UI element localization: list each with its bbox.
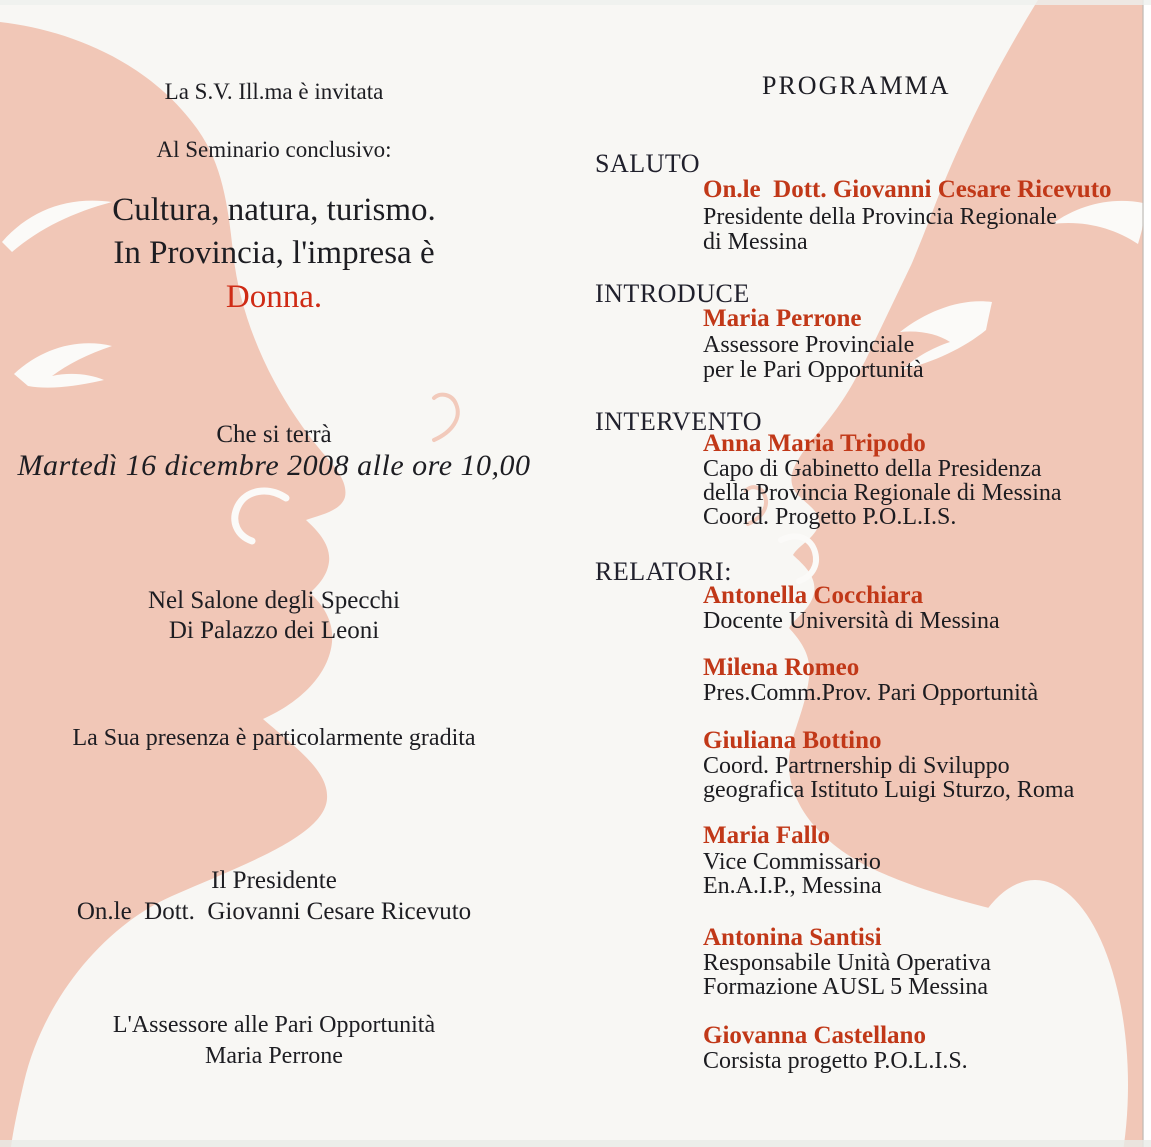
speaker-role-line: Pres.Comm.Prov. Pari Opportunità xyxy=(703,680,1039,706)
section-heading-introduce: INTRODUCE xyxy=(595,279,750,308)
event-title-line3: Donna. xyxy=(225,279,323,315)
speaker-role-line: Capo di Gabinetto della Presidenza xyxy=(703,456,1042,482)
venue-line1: Nel Salone degli Specchi xyxy=(147,587,400,614)
event-title-line1: Cultura, natura, turismo. xyxy=(112,192,436,228)
speaker-name: On.le Dott. Giovanni Cesare Ricevuto xyxy=(703,176,1112,203)
speaker-role-line: Coord. Progetto P.O.L.I.S. xyxy=(703,504,957,530)
scan-edge-right-margin xyxy=(1144,0,1151,1147)
section-heading-saluto: SALUTO xyxy=(595,149,701,178)
section-heading-relatori: RELATORI: xyxy=(595,557,732,586)
speaker-role-line: geografica Istituto Luigi Sturzo, Roma xyxy=(703,777,1075,803)
speaker-role-line: della Provincia Regionale di Messina xyxy=(703,480,1062,506)
speaker-role-line: Responsabile Unità Operativa xyxy=(703,950,991,976)
event-title-line2: In Provincia, l'impresa è xyxy=(113,235,435,271)
speaker-name: Milena Romeo xyxy=(703,654,860,681)
speaker-name: Antonina Santisi xyxy=(703,924,882,951)
scan-edge-right-line xyxy=(1142,0,1144,1147)
venue-line2: Di Palazzo dei Leoni xyxy=(168,617,380,644)
speaker-role-line: Vice Commissario xyxy=(703,849,881,875)
speaker-name: Giovanna Castellano xyxy=(703,1022,926,1049)
speaker-name: Anna Maria Tripodo xyxy=(703,430,926,457)
section-heading-intervento: INTERVENTO xyxy=(595,407,763,436)
speaker-role-line: Formazione AUSL 5 Messina xyxy=(703,974,989,1000)
speaker-role-line: Docente Università di Messina xyxy=(703,608,1000,634)
speaker-role-line: Corsista progetto P.O.L.I.S. xyxy=(703,1048,968,1074)
scan-edge-top xyxy=(0,0,1151,5)
scan-edge-bottom xyxy=(0,1140,1151,1147)
program-title: PROGRAMMA xyxy=(762,71,951,100)
speaker-role-line: En.A.I.P., Messina xyxy=(703,873,882,899)
speaker-role-line: per le Pari Opportunità xyxy=(703,357,924,383)
president-title: Il Presidente xyxy=(211,867,337,894)
presence-line: La Sua presenza è particolarmente gradita xyxy=(72,725,476,751)
speaker-role-line: Coord. Partrnership di Sviluppo xyxy=(703,753,1010,779)
speaker-role-line: Assessore Provinciale xyxy=(703,332,915,358)
event-date: Martedì 16 dicembre 2008 alle ore 10,00 xyxy=(17,449,531,482)
held-line: Che si terrà xyxy=(216,421,332,448)
speaker-name: Maria Perrone xyxy=(703,305,862,332)
speaker-role-line: Presidente della Provincia Regionale xyxy=(703,204,1057,230)
president-name: On.le Dott. Giovanni Cesare Ricevuto xyxy=(76,898,472,925)
speaker-name: Giuliana Bottino xyxy=(703,727,882,754)
speaker-name: Maria Fallo xyxy=(703,822,831,849)
assessor-title: L'Assessore alle Pari Opportunità xyxy=(112,1012,436,1038)
seminar-line: Al Seminario conclusivo: xyxy=(156,137,392,162)
assessor-name: Maria Perrone xyxy=(205,1043,343,1069)
invitation-line: La S.V. Ill.ma è invitata xyxy=(164,79,384,104)
speaker-name: Antonella Cocchiara xyxy=(703,582,924,609)
speaker-role-line: di Messina xyxy=(703,229,808,255)
